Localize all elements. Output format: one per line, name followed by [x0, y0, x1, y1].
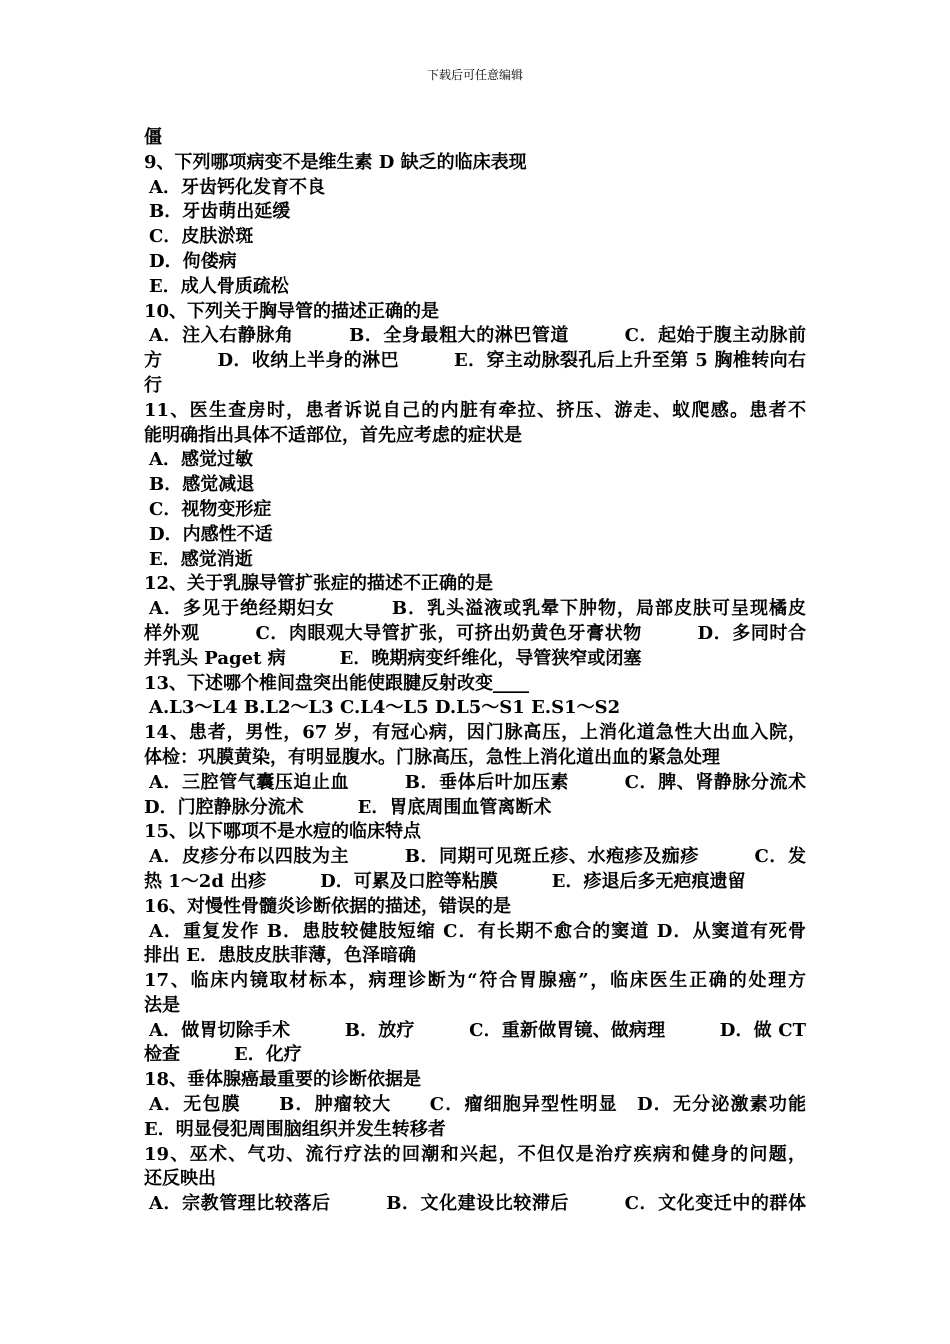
text-line: 还反映出 — [144, 1168, 216, 1190]
text-line: 样外观 C．肉眼观大导管扩张，可挤出奶黄色牙膏状物 D．多同时合 — [144, 622, 806, 644]
text-line: A．三腔管气囊压迫止血 B．垂体后叶加压素 C．脾、肾静脉分流术 — [149, 771, 806, 793]
text-line: C．皮肤淤斑 — [149, 226, 254, 248]
text-line: A．感觉过敏 — [149, 449, 253, 471]
text-line: 11、医生查房时，患者诉说自己的内脏有牵拉、挤压、游走、蚁爬感。患者不 — [144, 399, 806, 421]
text-line: 16、对慢性骨髓炎诊断依据的描述，错误的是 — [144, 895, 512, 917]
text-line: 法是 — [144, 994, 180, 1016]
text-line: 18、垂体腺癌最重要的诊断依据是 — [144, 1069, 422, 1091]
text-line: A．皮疹分布以四肢为主 B．同期可见斑丘疹、水疱疹及痂疹 C．发 — [149, 846, 806, 868]
text-line: 方 D．收纳上半身的淋巴 E．穿主动脉裂孔后上升至第 5 胸椎转向右 — [144, 350, 806, 372]
text-line: 14、患者，男性，67 岁，有冠心病，因门脉高压，上消化道急性大出血入院， — [144, 722, 806, 744]
text-line: 僵 — [144, 127, 162, 148]
text-line: A.L3～L4 B.L2～L3 C.L4～L5 D.L5～S1 E.S1～S2 — [149, 697, 621, 719]
text-line: 9、下列哪项病变不是维生素 D 缺乏的临床表现 — [144, 151, 527, 173]
text-line: 15、以下哪项不是水痘的临床特点 — [144, 821, 422, 843]
text-line: A．宗教管理比较落后 B．文化建设比较滞后 C．文化变迁中的群体 — [149, 1193, 806, 1215]
text-line: 13、下述哪个椎间盘突出能使跟腱反射改变____ — [144, 672, 530, 694]
text-line: A．注入右静脉角 B．全身最粗大的淋巴管道 C．起始于腹主动脉前 — [149, 325, 806, 347]
text-line: 并乳头 Paget 病 E．晚期病变纤维化，导管狭窄或闭塞 — [144, 647, 642, 669]
text-line: 19、巫术、气功、流行疗法的回潮和兴起，不但仅是治疗疾病和健身的问题， — [144, 1143, 806, 1165]
text-line: D．佝偻病 — [149, 250, 237, 272]
text-line: A．多见于绝经期妇女 B．乳头溢液或乳晕下肿物，局部皮肤可呈现橘皮 — [149, 598, 806, 620]
page-header: 下载后可任意编辑 — [426, 68, 523, 82]
text-line: C．视物变形症 — [149, 498, 272, 520]
text-line: 12、关于乳腺导管扩张症的描述不正确的是 — [144, 573, 494, 595]
text-line: E．成人骨质疏松 — [149, 275, 289, 297]
text-line: 10、下列关于胸导管的描述正确的是 — [144, 300, 440, 322]
text-line: A．重复发作 B．患肢较健肢短缩 C．有长期不愈合的窦道 D．从窦道有死骨 — [149, 920, 806, 942]
text-line: 行 — [144, 374, 162, 396]
text-line: E．感觉消逝 — [149, 548, 253, 570]
text-line: 检查 E．化疗 — [144, 1044, 302, 1066]
document-body — [144, 126, 806, 1217]
text-line: 排出 E．患肢皮肤菲薄，色泽暗确 — [144, 945, 416, 967]
text-line: A．牙齿钙化发育不良 — [149, 176, 325, 198]
text-line: D．门腔静脉分流术 E．胃底周围血管离断术 — [144, 796, 552, 818]
text-line: A．做胃切除手术 B．放疗 C．重新做胃镜、做病理 D．做 CT — [149, 1019, 806, 1041]
text-line: 能明确指出具体不适部位，首先应考虑的症状是 — [144, 424, 522, 446]
text-line: A．无包膜 B．肿瘤较大 C．瘤细胞异型性明显 D．无分泌激素功能 — [149, 1094, 806, 1116]
text-line: E．明显侵犯周围脑组织并发生转移者 — [144, 1118, 446, 1140]
text-line: B．感觉减退 — [149, 474, 255, 496]
text-line: 热 1～2d 出疹 D．可累及口腔等粘膜 E．疹退后多无疤痕遗留 — [144, 870, 746, 892]
text-line: D．内感性不适 — [149, 523, 273, 545]
text-line: B．牙齿萌出延缓 — [149, 201, 291, 223]
text-line: 17、临床内镜取材标本，病理诊断为“符合胃腺癌”，临床医生正确的处理方 — [144, 970, 806, 992]
text-line: 体检：巩膜黄染，有明显腹水。门脉高压，急性上消化道出血的紧急处理 — [144, 746, 720, 768]
